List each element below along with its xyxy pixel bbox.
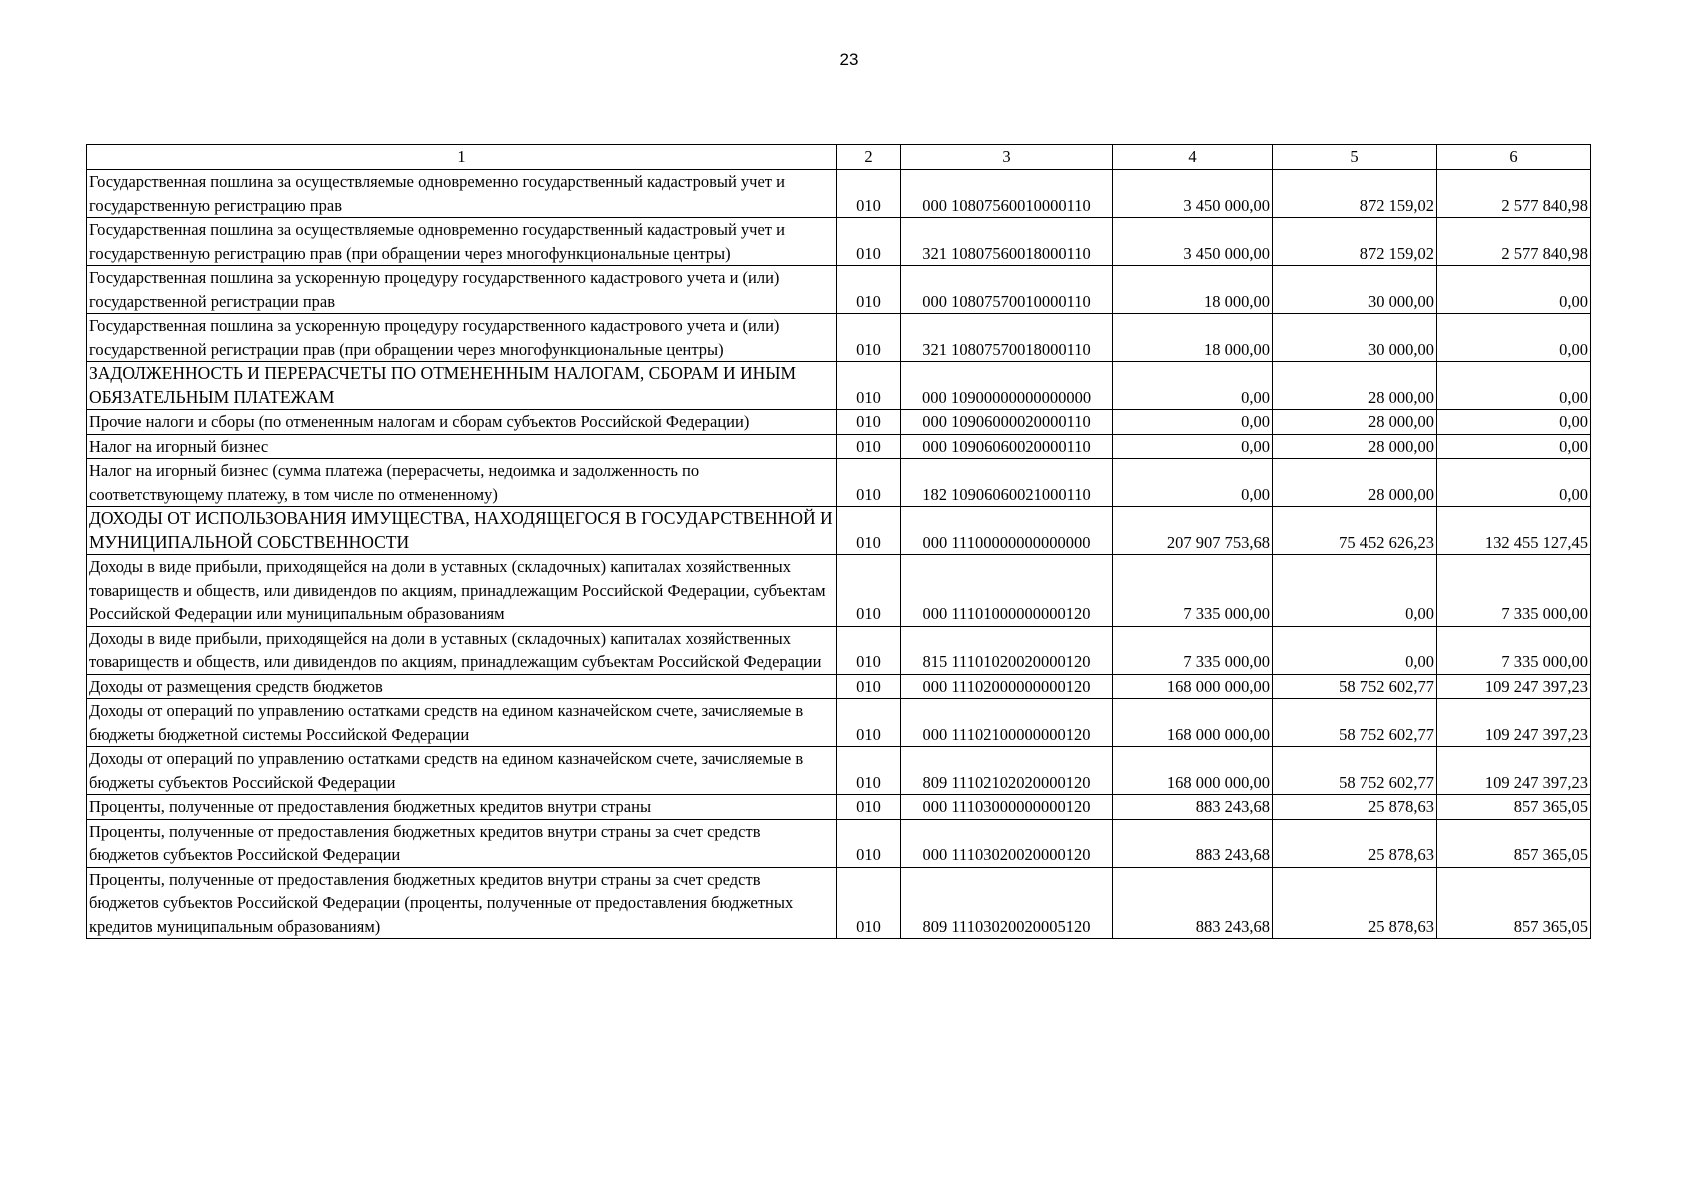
row-code-cell: 010 [837,434,901,459]
row-value-col6: 857 365,05 [1437,867,1591,939]
row-code-cell: 010 [837,266,901,314]
column-header: 3 [901,145,1113,170]
row-name-cell: Доходы в виде прибыли, приходящейся на доли в уставных (складочных) капиталах хозяйственных товариществ и обществ, или дивидендов по акциям, принадлежащим Российской Федерации, субъектам Российской Федерации или муниципальным образованиям [87,555,837,627]
row-value-col4: 168 000 000,00 [1113,674,1273,699]
row-value-col5: 30 000,00 [1273,314,1437,362]
row-kbk-cell: 000 10906060020000110 [901,434,1113,459]
table-row [87,314,1591,362]
row-value-col4: 0,00 [1113,362,1273,410]
row-kbk-cell: 815 11101020020000120 [901,626,1113,674]
row-value-col6: 857 365,05 [1437,819,1591,867]
row-value-col4: 883 243,68 [1113,819,1273,867]
row-value-col5: 28 000,00 [1273,362,1437,410]
row-name-cell: Доходы в виде прибыли, приходящейся на доли в уставных (складочных) капиталах хозяйственных товариществ и обществ, или дивидендов по акциям, принадлежащим субъектам Российской Федерации [87,626,837,674]
row-value-col4: 168 000 000,00 [1113,747,1273,795]
row-kbk-cell: 000 10807560010000110 [901,170,1113,218]
row-value-col6: 109 247 397,23 [1437,699,1591,747]
row-value-col5: 75 452 626,23 [1273,507,1437,555]
row-name-cell: Государственная пошлина за ускоренную процедуру государственного кадастрового учета и (или) государственной регистрации прав (при обращении через многофункциональные центры) [87,314,837,362]
row-value-col5: 872 159,02 [1273,218,1437,266]
row-value-col5: 28 000,00 [1273,434,1437,459]
row-value-col5: 28 000,00 [1273,410,1437,435]
row-name-cell: Проценты, полученные от предоставления бюджетных кредитов внутри страны [87,795,837,820]
row-value-col5: 30 000,00 [1273,266,1437,314]
row-code-cell: 010 [837,747,901,795]
row-code-cell: 010 [837,674,901,699]
row-value-col6: 0,00 [1437,314,1591,362]
row-kbk-cell: 000 11102000000000120 [901,674,1113,699]
row-code-cell: 010 [837,819,901,867]
row-value-col4: 7 335 000,00 [1113,555,1273,627]
row-code-cell: 010 [837,362,901,410]
row-kbk-cell: 000 11102100000000120 [901,699,1113,747]
row-value-col4: 883 243,68 [1113,795,1273,820]
table-row [87,626,1591,674]
table-row [87,819,1591,867]
row-value-col5: 58 752 602,77 [1273,747,1437,795]
row-name-cell: Доходы от операций по управлению остатками средств на едином казначейском счете, зачисляемые в бюджеты субъектов Российской Федерации [87,747,837,795]
row-value-col5: 25 878,63 [1273,795,1437,820]
row-name-cell: ЗАДОЛЖЕННОСТЬ И ПЕРЕРАСЧЕТЫ ПО ОТМЕНЕННЫМ НАЛОГАМ, СБОРАМ И ИНЫМ ОБЯЗАТЕЛЬНЫМ ПЛАТЕЖАМ [87,362,837,410]
row-name-cell: Прочие налоги и сборы (по отмененным налогам и сборам субъектов Российской Федерации) [87,410,837,435]
table-row [87,747,1591,795]
row-kbk-cell: 809 11103020020005120 [901,867,1113,939]
row-kbk-cell: 321 10807560018000110 [901,218,1113,266]
row-name-cell: Проценты, полученные от предоставления бюджетных кредитов внутри страны за счет средств бюджетов субъектов Российской Федерации [87,819,837,867]
row-code-cell: 010 [837,867,901,939]
row-kbk-cell: 809 11102102020000120 [901,747,1113,795]
row-value-col4: 7 335 000,00 [1113,626,1273,674]
row-value-col6: 0,00 [1437,459,1591,507]
table-row [87,674,1591,699]
column-header: 2 [837,145,901,170]
row-name-cell: Государственная пошлина за осуществляемые одновременно государственный кадастровый учет и государственную регистрацию прав (при обращении через многофункциональные центры) [87,218,837,266]
table-row [87,555,1591,627]
row-kbk-cell: 000 10807570010000110 [901,266,1113,314]
row-value-col6: 132 455 127,45 [1437,507,1591,555]
row-name-cell: Государственная пошлина за ускоренную процедуру государственного кадастрового учета и (или) государственной регистрации прав [87,266,837,314]
row-value-col4: 3 450 000,00 [1113,170,1273,218]
row-name-cell: Проценты, полученные от предоставления бюджетных кредитов внутри страны за счет средств бюджетов субъектов Российской Федерации (проценты, полученные от предоставления бюджетных кредитов муниципальным образованиям) [87,867,837,939]
row-value-col4: 3 450 000,00 [1113,218,1273,266]
column-header: 1 [87,145,837,170]
row-code-cell: 010 [837,410,901,435]
row-kbk-cell: 000 11101000000000120 [901,555,1113,627]
row-code-cell: 010 [837,459,901,507]
row-value-col5: 25 878,63 [1273,867,1437,939]
row-code-cell: 010 [837,555,901,627]
row-value-col5: 0,00 [1273,626,1437,674]
table-row [87,795,1591,820]
budget-revenue-table [86,144,1591,939]
table-row [87,218,1591,266]
table-row [87,434,1591,459]
row-name-cell: ДОХОДЫ ОТ ИСПОЛЬЗОВАНИЯ ИМУЩЕСТВА, НАХОДЯЩЕГОСЯ В ГОСУДАРСТВЕННОЙ И МУНИЦИПАЛЬНОЙ СОБСТВЕННОСТИ [87,507,837,555]
row-value-col6: 0,00 [1437,266,1591,314]
row-value-col5: 872 159,02 [1273,170,1437,218]
table-header-row [87,145,1591,170]
row-value-col6: 857 365,05 [1437,795,1591,820]
table-section-row [87,362,1591,410]
table-row [87,410,1591,435]
row-code-cell: 010 [837,699,901,747]
row-value-col4: 883 243,68 [1113,867,1273,939]
row-kbk-cell: 000 11103020020000120 [901,819,1113,867]
row-code-cell: 010 [837,218,901,266]
row-value-col6: 109 247 397,23 [1437,747,1591,795]
row-value-col4: 0,00 [1113,410,1273,435]
row-kbk-cell: 321 10807570018000110 [901,314,1113,362]
column-header: 4 [1113,145,1273,170]
row-value-col5: 0,00 [1273,555,1437,627]
row-kbk-cell: 182 10906060021000110 [901,459,1113,507]
row-value-col5: 58 752 602,77 [1273,674,1437,699]
row-value-col6: 2 577 840,98 [1437,218,1591,266]
row-kbk-cell: 000 11103000000000120 [901,795,1113,820]
table-row [87,867,1591,939]
row-name-cell: Доходы от размещения средств бюджетов [87,674,837,699]
row-value-col6: 0,00 [1437,410,1591,435]
row-code-cell: 010 [837,795,901,820]
row-value-col4: 18 000,00 [1113,314,1273,362]
row-kbk-cell: 000 11100000000000000 [901,507,1113,555]
row-kbk-cell: 000 10900000000000000 [901,362,1113,410]
row-value-col6: 7 335 000,00 [1437,555,1591,627]
table-row [87,459,1591,507]
row-value-col4: 0,00 [1113,459,1273,507]
row-value-col5: 25 878,63 [1273,819,1437,867]
row-value-col4: 0,00 [1113,434,1273,459]
row-code-cell: 010 [837,314,901,362]
row-kbk-cell: 000 10906000020000110 [901,410,1113,435]
row-value-col6: 7 335 000,00 [1437,626,1591,674]
table-row [87,266,1591,314]
row-value-col4: 207 907 753,68 [1113,507,1273,555]
row-code-cell: 010 [837,507,901,555]
row-code-cell: 010 [837,170,901,218]
table-row [87,699,1591,747]
row-value-col5: 58 752 602,77 [1273,699,1437,747]
column-header: 5 [1273,145,1437,170]
row-code-cell: 010 [837,626,901,674]
row-value-col6: 0,00 [1437,434,1591,459]
row-name-cell: Налог на игорный бизнес [87,434,837,459]
row-value-col4: 18 000,00 [1113,266,1273,314]
row-value-col6: 109 247 397,23 [1437,674,1591,699]
column-header: 6 [1437,145,1591,170]
row-value-col6: 0,00 [1437,362,1591,410]
row-name-cell: Государственная пошлина за осуществляемые одновременно государственный кадастровый учет и государственную регистрацию прав [87,170,837,218]
table-section-row [87,507,1591,555]
page-number: 23 [839,50,859,69]
row-value-col5: 28 000,00 [1273,459,1437,507]
row-name-cell: Налог на игорный бизнес (сумма платежа (перерасчеты, недоимка и задолженность по соответствующему платежу, в том числе по отмененному) [87,459,837,507]
table-row [87,170,1591,218]
row-value-col6: 2 577 840,98 [1437,170,1591,218]
row-name-cell: Доходы от операций по управлению остатками средств на едином казначейском счете, зачисляемые в бюджеты бюджетной системы Российской Федерации [87,699,837,747]
row-value-col4: 168 000 000,00 [1113,699,1273,747]
